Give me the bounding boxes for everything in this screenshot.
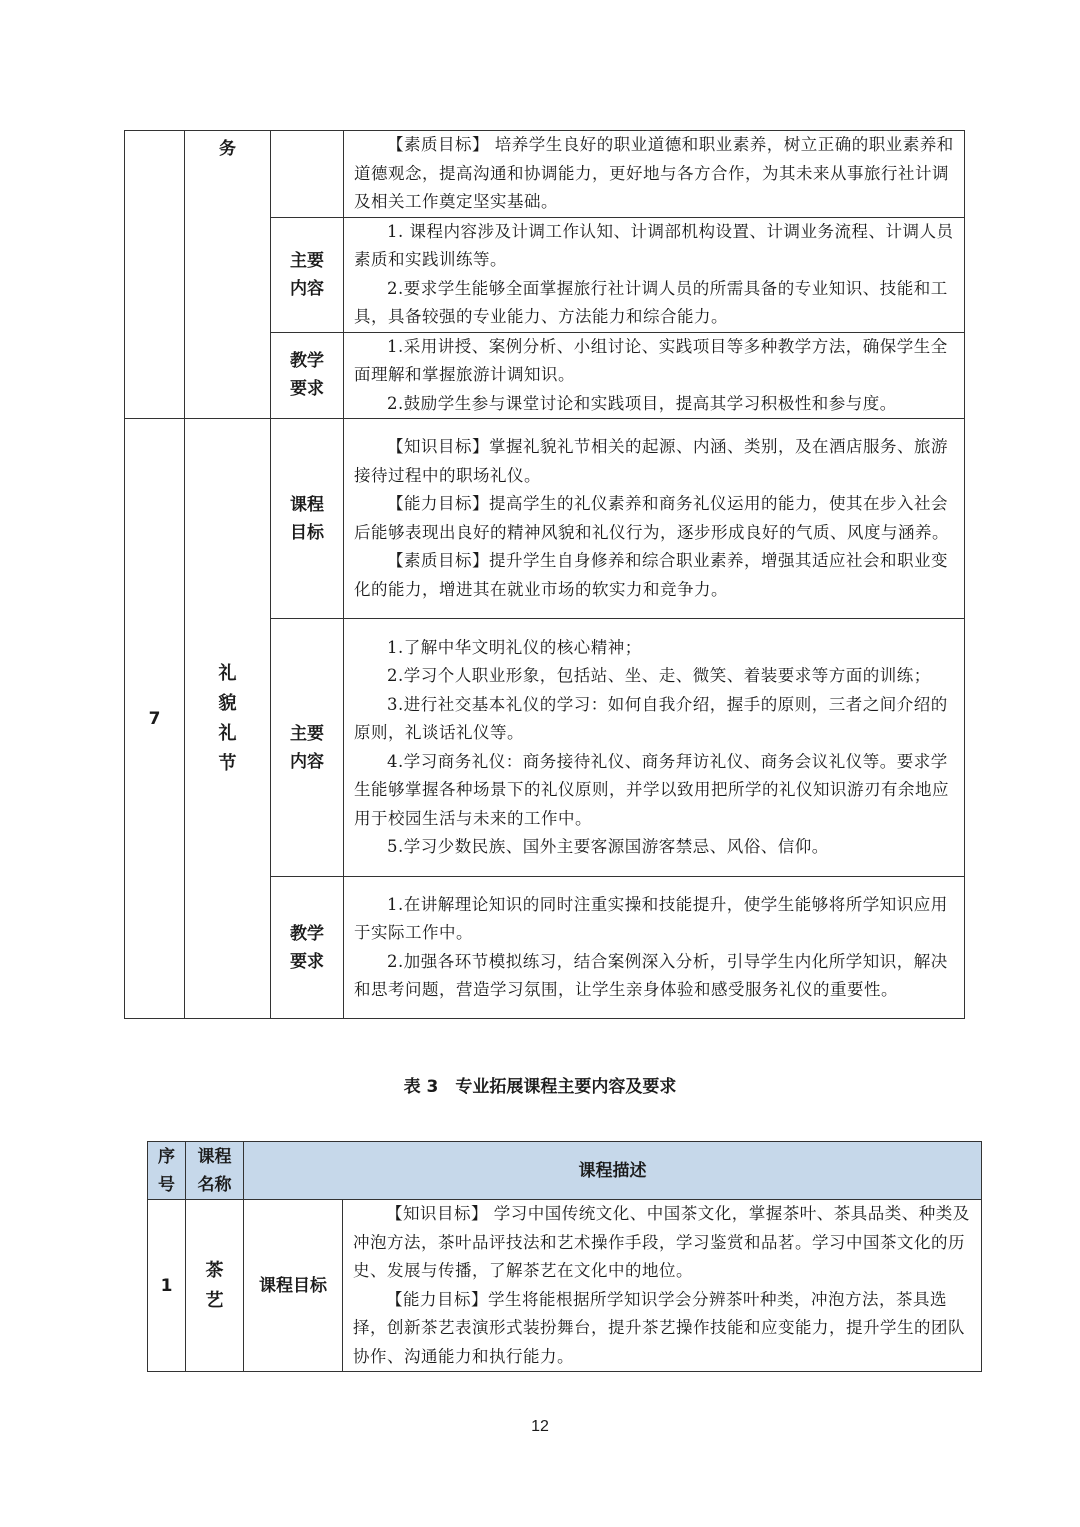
row7-goal-quality: 【素质目标】提升学生自身修养和综合职业素养，增强其适应社会和职业变化的能力，增进其在就业市场的软实力和竞争力。 — [354, 551, 948, 599]
table3-caption: 表 3 专业拓展课程主要内容及要求 — [403, 1077, 677, 1097]
row7-teaching-label: 教学要求 — [271, 877, 344, 1019]
row7-goal-label: 课程目标 — [271, 419, 344, 619]
table3-extension-courses — [147, 1141, 982, 1372]
row7-teaching-cell — [344, 877, 965, 1019]
page-number: 12 — [531, 1418, 549, 1435]
row6-goal-cell — [344, 131, 965, 218]
row6-course-name: 务 — [219, 139, 236, 159]
row7-teaching-1: 1.在讲解理论知识的同时注重实操和技能提升，使学生能够将所学知识应用于实际工作中。 — [354, 894, 948, 942]
table3-header-number: 序号 — [148, 1142, 186, 1200]
table3-row1-goal-cell — [343, 1200, 982, 1372]
row6-content-label: 主要内容 — [271, 217, 344, 332]
row6-content-1: 1. 课程内容涉及计调工作认知、计调部机构设置、计调业务流程、计调人员素质和实践训练等。 — [354, 221, 954, 269]
table3-row1-goal-ability: 【能力目标】学生将能根据所学知识学会分辨茶叶种类，冲泡方法，茶具选择，创新茶艺表演形式装扮舞台，提升茶艺操作技能和应变能力，提升学生的团队协作、沟通能力和执行能力。 — [353, 1289, 965, 1366]
row7-content-4: 4.学习商务礼仪：商务接待礼仪、商务拜访礼仪、商务会议礼仪等。要求学生能够掌握各种场景下的礼仪原则，并学以致用把所学的礼仪知识游刃有余地应用于校园生活与未来的工作中。 — [354, 751, 949, 828]
table3-row1-name: 茶艺 — [205, 1259, 224, 1311]
table3-row1-number: 1 — [148, 1200, 186, 1372]
row7-goal-knowledge: 【知识目标】掌握礼貌礼节相关的起源、内涵、类别，及在酒店服务、旅游接待过程中的职场礼仪。 — [354, 437, 948, 485]
row6-name-cell — [185, 131, 271, 419]
row6-teaching-1: 1.采用讲授、案例分析、小组讨论、实践项目等多种教学方法，确保学生全面理解和掌握旅游计调知识。 — [354, 336, 948, 384]
row7-content-2: 2.学习个人职业形象，包括站、坐、走、微笑、着装要求等方面的训练； — [387, 666, 931, 685]
row6-teaching-2: 2.鼓励学生参与课堂讨论和实践项目，提高其学习积极性和参与度。 — [387, 393, 897, 413]
row6-goal-label-cell — [271, 131, 344, 218]
row6-teaching-cell — [344, 332, 965, 419]
row7-number: 7 — [125, 419, 185, 1019]
row7-name-cell — [185, 419, 271, 1019]
table3-header-desc: 课程描述 — [244, 1142, 982, 1200]
table3-row1-goal-knowledge: 【知识目标】 学习中国传统文化、中国茶文化，掌握茶叶、茶具品类、种类及冲泡方法，茶叶品评技法和艺术操作手段，学习鉴赏和品茗。学习中国茶文化的历史、发展与传播，了解茶艺在文化中的地位。 — [353, 1204, 970, 1280]
table3-row1-goal-label: 课程目标 — [244, 1200, 343, 1372]
row6-teaching-label: 教学要求 — [271, 332, 344, 419]
row6-content-2: 2.要求学生能够全面掌握旅行社计调人员的所需具备的专业知识、技能和工具，具备较强的专业能力、方法能力和综合能力。 — [354, 278, 948, 326]
row7-course-name: 礼貌礼节 — [218, 662, 237, 774]
row7-goal-cell — [344, 419, 965, 619]
row7-content-cell — [344, 619, 965, 877]
row6-quality-goal: 【素质目标】 培养学生良好的职业道德和职业素养，树立正确的职业素养和道德观念，提高沟通和协调能力，更好地与各方合作，为其未来从事旅行社计调及相关工作奠定坚实基础。 — [354, 135, 954, 211]
course-table-continued — [124, 130, 965, 1019]
row7-teaching-2: 2.加强各环节模拟练习，结合案例深入分析，引导学生内化所学知识，解决和思考问题，营造学习氛围，让学生亲身体验和感受服务礼仪的重要性。 — [354, 951, 948, 999]
row7-content-label: 主要内容 — [271, 619, 344, 877]
table3-header-name: 课程名称 — [186, 1142, 244, 1200]
row6-number-cell — [125, 131, 185, 419]
row7-content-5: 5.学习少数民族、国外主要客源国游客禁忌、风俗、信仰。 — [387, 837, 829, 856]
row6-content-cell — [344, 217, 965, 332]
row7-goal-ability: 【能力目标】提高学生的礼仪素养和商务礼仪运用的能力，使其在步入社会后能够表现出良好的精神风貌和礼仪行为，逐步形成良好的气质、风度与涵养。 — [354, 494, 949, 542]
row7-content-3: 3.进行社交基本礼仪的学习：如何自我介绍，握手的原则，三者之间介绍的原则，礼谈话礼仪等。 — [354, 694, 948, 742]
row7-content-1: 1.了解中华文明礼仪的核心精神； — [387, 637, 642, 657]
table3-row1-name-cell — [186, 1200, 244, 1372]
